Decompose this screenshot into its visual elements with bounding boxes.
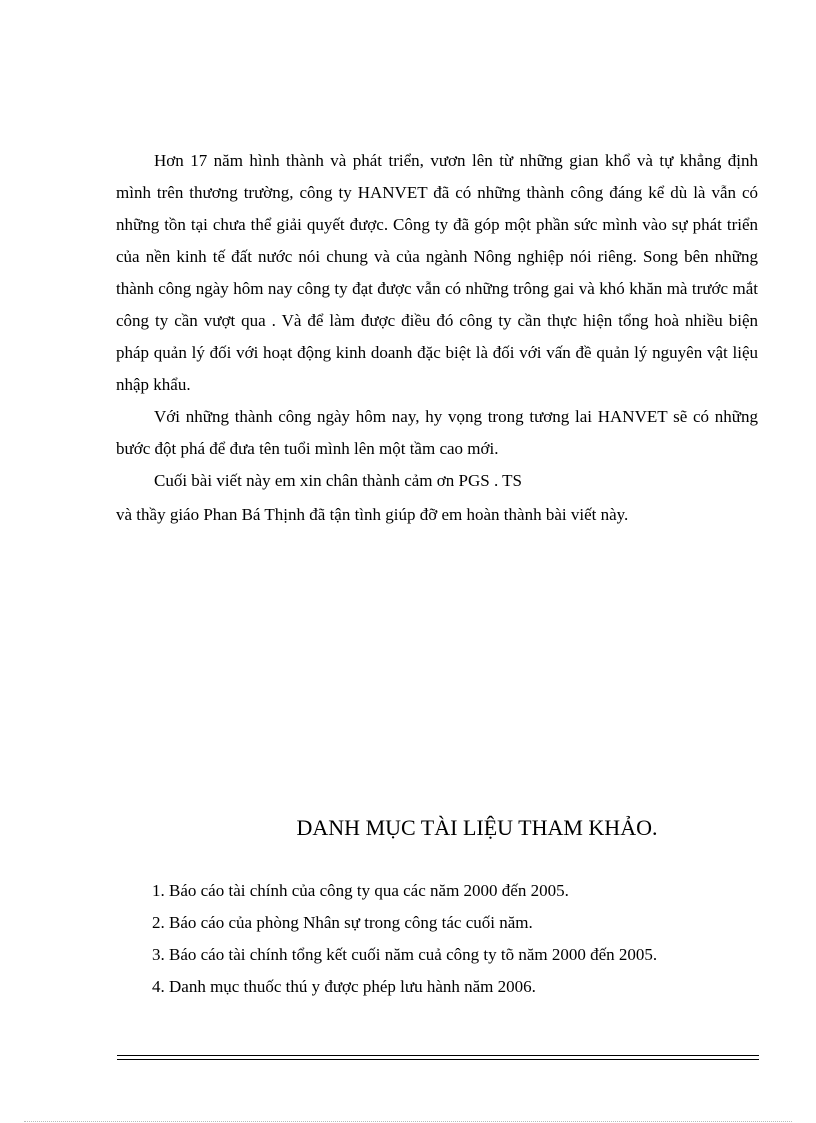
references-list — [152, 875, 657, 1003]
reference-item: 2. Báo cáo của phòng Nhân sự trong công tác cuối năm. — [152, 913, 533, 932]
thanks-line-2: và thầy giáo Phan Bá Thịnh đã tận tình giúp đỡ em hoàn thành bài viết này. — [116, 505, 629, 524]
reference-item: 1. Báo cáo tài chính của công ty qua các năm 2000 đến 2005. — [152, 881, 569, 900]
thanks-line-1: Cuối bài viết này em xin chân thành cảm ơn PGS . TS — [154, 471, 522, 490]
conclusion-paragraph: Hơn 17 năm hình thành và phát triển, vươn lên từ những gian khổ và tự khẳng định mình trên thương trường, công ty HANVET đã có những thành công đáng kể dù là vẫn có những tồn tại chưa thể giải quyết được. Công ty đã góp một phần sức mình vào sự phát triển của nền kinh tế đất nước nói chung và của ngành Nông nghiệp nói riêng. Song bên những thành công ngày hôm nay công ty đạt được vẫn có những trông gai và khó khăn mà trước mắt công ty cần vượt qua . Và để làm được điều đó công ty cần thực hiện tổng hoà nhiều biện pháp quản lý đối với hoạt động kinh doanh đặc biệt là đối với vấn đề quản lý nguyên vật liệu nhập khẩu. — [116, 151, 758, 394]
page-bottom-dotted-border — [24, 1121, 792, 1122]
reference-item: 4. Danh mục thuốc thú y được phép lưu hành năm 2006. — [152, 977, 536, 996]
reference-item: 3. Báo cáo tài chính tổng kết cuối năm cuả công ty tõ năm 2000 đến 2005. — [152, 945, 658, 964]
references-heading: DANH MỤC TÀI LIỆU THAM KHẢO. — [296, 815, 658, 840]
hope-paragraph: Với những thành công ngày hôm nay, hy vọng trong tương lai HANVET sẽ có những bước đột phá để đưa tên tuổi mình lên một tầm cao mới. — [116, 407, 758, 458]
footer-double-rule-top — [117, 1055, 759, 1056]
footer-double-rule-bottom — [117, 1059, 759, 1060]
